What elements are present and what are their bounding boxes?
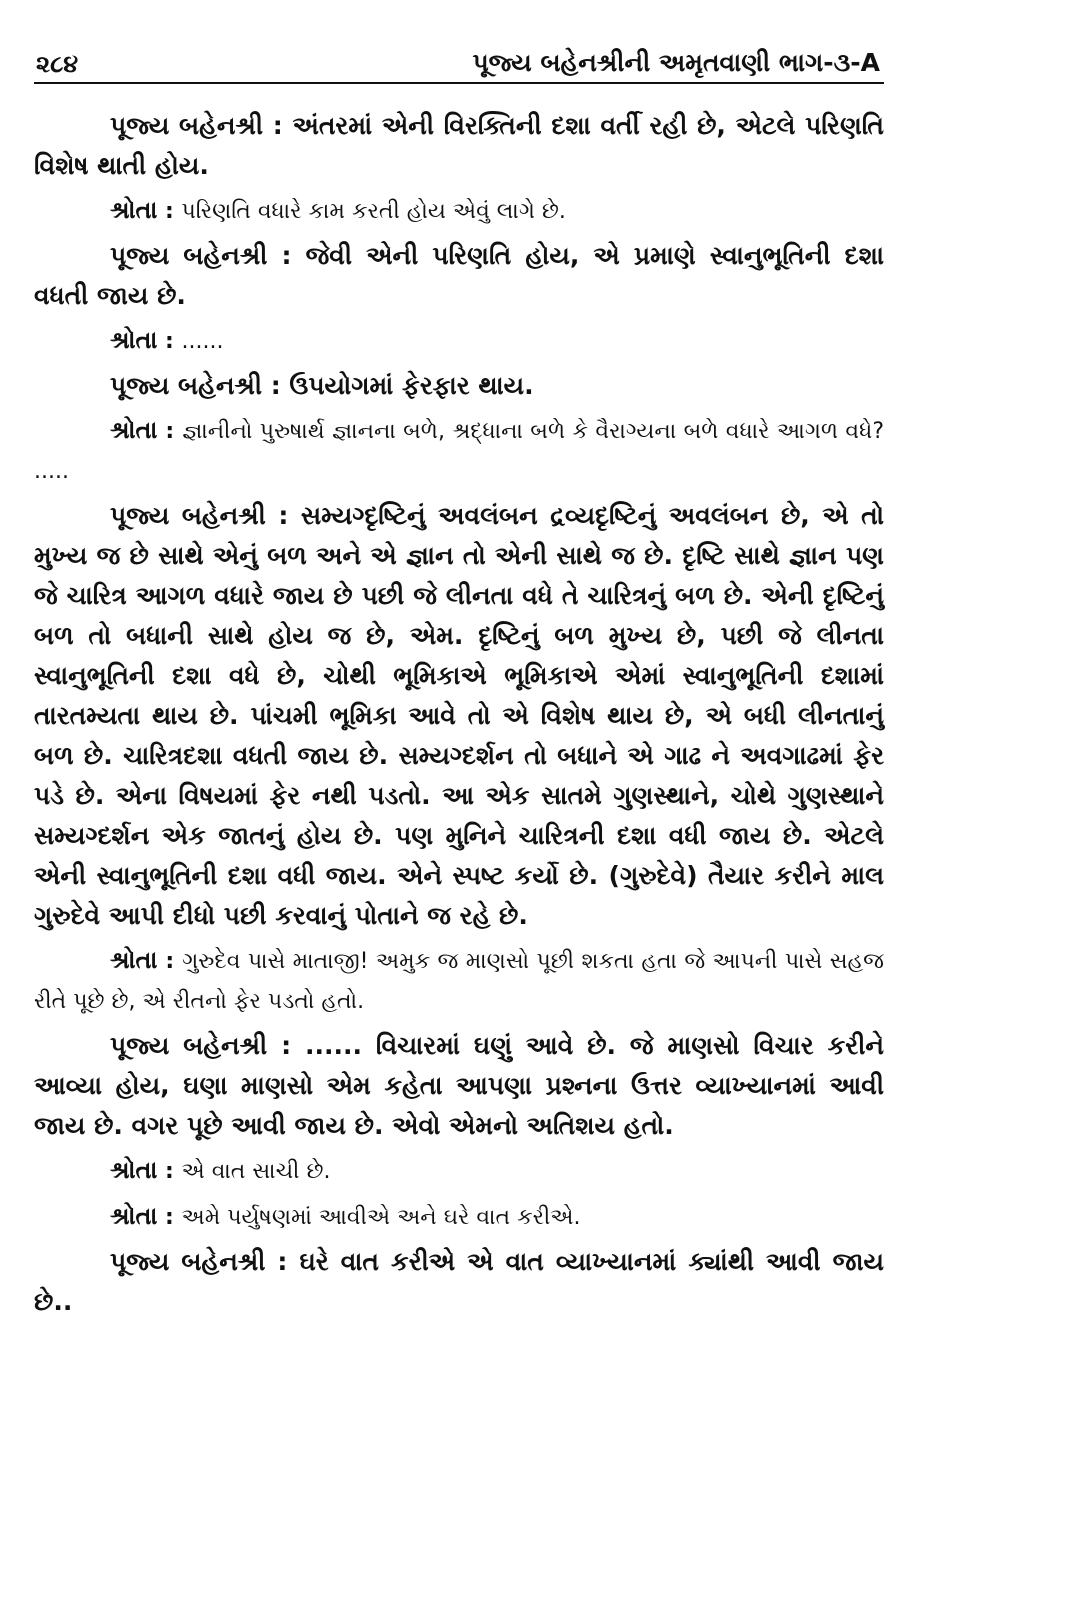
speaker-label: શ્રોતા <box>110 326 158 354</box>
speaker-separator: : <box>267 241 306 270</box>
paragraph-bahenshri <box>34 106 884 186</box>
speaker-separator: : <box>267 1031 306 1060</box>
paragraph-bahenshri <box>34 1242 884 1322</box>
paragraph-text: જેવી એની પરિણતિ હોય, એ પ્રમાણે સ્વાનુભૂતિની દશા વધતી જાય છે. <box>34 241 884 310</box>
paragraph-text: જ્ઞાનીનો પુરુષાર્થ જ્ઞાનના બળે, શ્રદ્ધાના બળે કે વૈરાગ્યના બળે વધારે આગળ વધે? ..... <box>34 419 884 484</box>
running-title: પૂજ્ય બહેનશ્રીની અમૃતવાણી ભાગ-૩-A <box>472 48 880 77</box>
paragraph-shrota <box>34 190 884 232</box>
paragraph-text: અંતરમાં એની વિરક્તિની દશા વર્તી રહી છે, એટલે પરિણતિ વિશેષ થાતી હોય. <box>34 111 884 180</box>
paragraph-bahenshri <box>34 1026 884 1146</box>
paragraph-shrota <box>34 320 884 362</box>
paragraph-text: ...... <box>181 329 224 354</box>
page-header <box>34 44 884 84</box>
speaker-separator: : <box>157 329 182 354</box>
speaker-label: પૂજ્ય બહેનશ્રી <box>110 111 264 140</box>
speaker-separator: : <box>157 199 182 224</box>
speaker-label: શ્રોતા <box>110 1156 158 1184</box>
speaker-label: શ્રોતા <box>110 196 158 224</box>
paragraph-shrota <box>34 1196 884 1238</box>
paragraph-shrota <box>34 940 884 1022</box>
speaker-separator: : <box>157 1205 182 1230</box>
speaker-label: પૂજ્ય બહેનશ્રી <box>110 1031 268 1060</box>
paragraph-shrota <box>34 1150 884 1192</box>
speaker-label: શ્રોતા <box>110 416 158 444</box>
paragraph-text: સમ્યગ્દૃષ્ટિનું અવલંબન દ્રવ્યદૃષ્ટિનું અવલંબન છે, એ તો મુખ્ય જ છે સાથે એનું બળ અને એ જ્ઞાન તો એની સાથે જ છે. દૃષ્ટિ સાથે જ્ઞાન પણ જે ચારિત્ર આગળ વધારે જાય છે પછી જે લીનતા વધે તે ચારિત્રનું બળ છે. એની દૃષ્ટિનું બળ તો બધાની સાથે હોય જ છે, એમ. દૃષ્ટિનું બળ મુખ્ય છે, પછી જે લીનતા સ્વાનુભૂતિની દશા વધે છે, ચોથી ભૂમિકાએ ભૂમિકાએ એમાં સ્વાનુભૂતિની દશામાં તારતમ્યતા થાય છે. પાંચમી ભૂમિકા આવે તો એ વિશેષ થાય છે, એ બધી લીનતાનું બળ છે. ચારિત્રદશા વધતી જાય છે. સમ્યગ્દર્શન તો બધાને એ ગાઢ ને અવગાઢમાં ફેર પડે છે. એના વિષયમાં ફેર નથી પડતો. આ એક સાતમે ગુણસ્થાને, ચોથે ગુણસ્થાને સમ્યગ્દર્શન એક જાતનું હોય છે. પણ મુનિને ચારિત્રની દશા વધી જાય છે. એટલે એની સ્વાનુભૂતિની દશા વધી જાય. એને સ્પષ્ટ કર્યો છે. (ગુરુદેવે) તૈયાર કરીને માલ ગુરુદેવે આપી દીધો પછી કરવાનું પોતાને જ રહે છે. <box>34 501 885 930</box>
paragraph-text: એ વાત સાચી છે. <box>181 1159 331 1184</box>
paragraph-text: પરિણતિ વધારે કામ કરતી હોય એવું લાગે છે. <box>181 199 566 224</box>
paragraph-bahenshri <box>34 236 884 316</box>
page-number: ૨૮૪ <box>36 50 79 78</box>
speaker-label: પૂજ્ય બહેનશ્રી <box>110 371 263 400</box>
speaker-label: પૂજ્ય બહેનશ્રી <box>110 241 268 270</box>
paragraph-bahenshri <box>34 366 884 406</box>
dialogue-body <box>34 106 884 1322</box>
speaker-separator: : <box>262 371 290 400</box>
paragraph-shrota <box>34 410 884 492</box>
paragraph-text: અમે પર્યુષણમાં આવીએ અને ઘરે વાત કરીએ. <box>181 1205 581 1230</box>
speaker-label: પૂજ્ય બહેનશ્રી <box>110 501 266 530</box>
paragraph-text: ...... વિચારમાં ઘણું આવે છે. જે માણસો વિચાર કરીને આવ્યા હોય, ઘણા માણસો એમ કહેતા આપણા પ્રશ્નના ઉત્તર વ્યાખ્યાનમાં આવી જાય છે. વગર પૂછે આવી જાય છે. એવો એમનો અતિશય હતો. <box>34 1031 884 1140</box>
speaker-label: શ્રોતા <box>110 1202 158 1230</box>
paragraph-bahenshri <box>34 496 884 936</box>
speaker-separator: : <box>157 949 183 974</box>
speaker-separator: : <box>157 1159 182 1184</box>
speaker-separator: : <box>265 1247 300 1276</box>
speaker-separator: : <box>157 419 183 444</box>
speaker-label: શ્રોતા <box>110 946 158 974</box>
document-page <box>34 44 884 1326</box>
paragraph-text: ઘરે વાત કરીએ એ વાત વ્યાખ્યાનમાં ક્યાંથી આવી જાય છે.. <box>34 1247 884 1316</box>
speaker-separator: : <box>265 501 301 530</box>
speaker-separator: : <box>263 111 293 140</box>
paragraph-text: ગુરુદેવ પાસે માતાજી! અમુક જ માણસો પૂછી શકતા હતા જે આપની પાસે સહજ રીતે પૂછે છે, એ રીતનો ફેર પડતો હતો. <box>34 949 884 1014</box>
speaker-label: પૂજ્ય બહેનશ્રી <box>110 1247 266 1276</box>
paragraph-text: ઉપયોગમાં ફેરફાર થાય. <box>289 371 534 400</box>
